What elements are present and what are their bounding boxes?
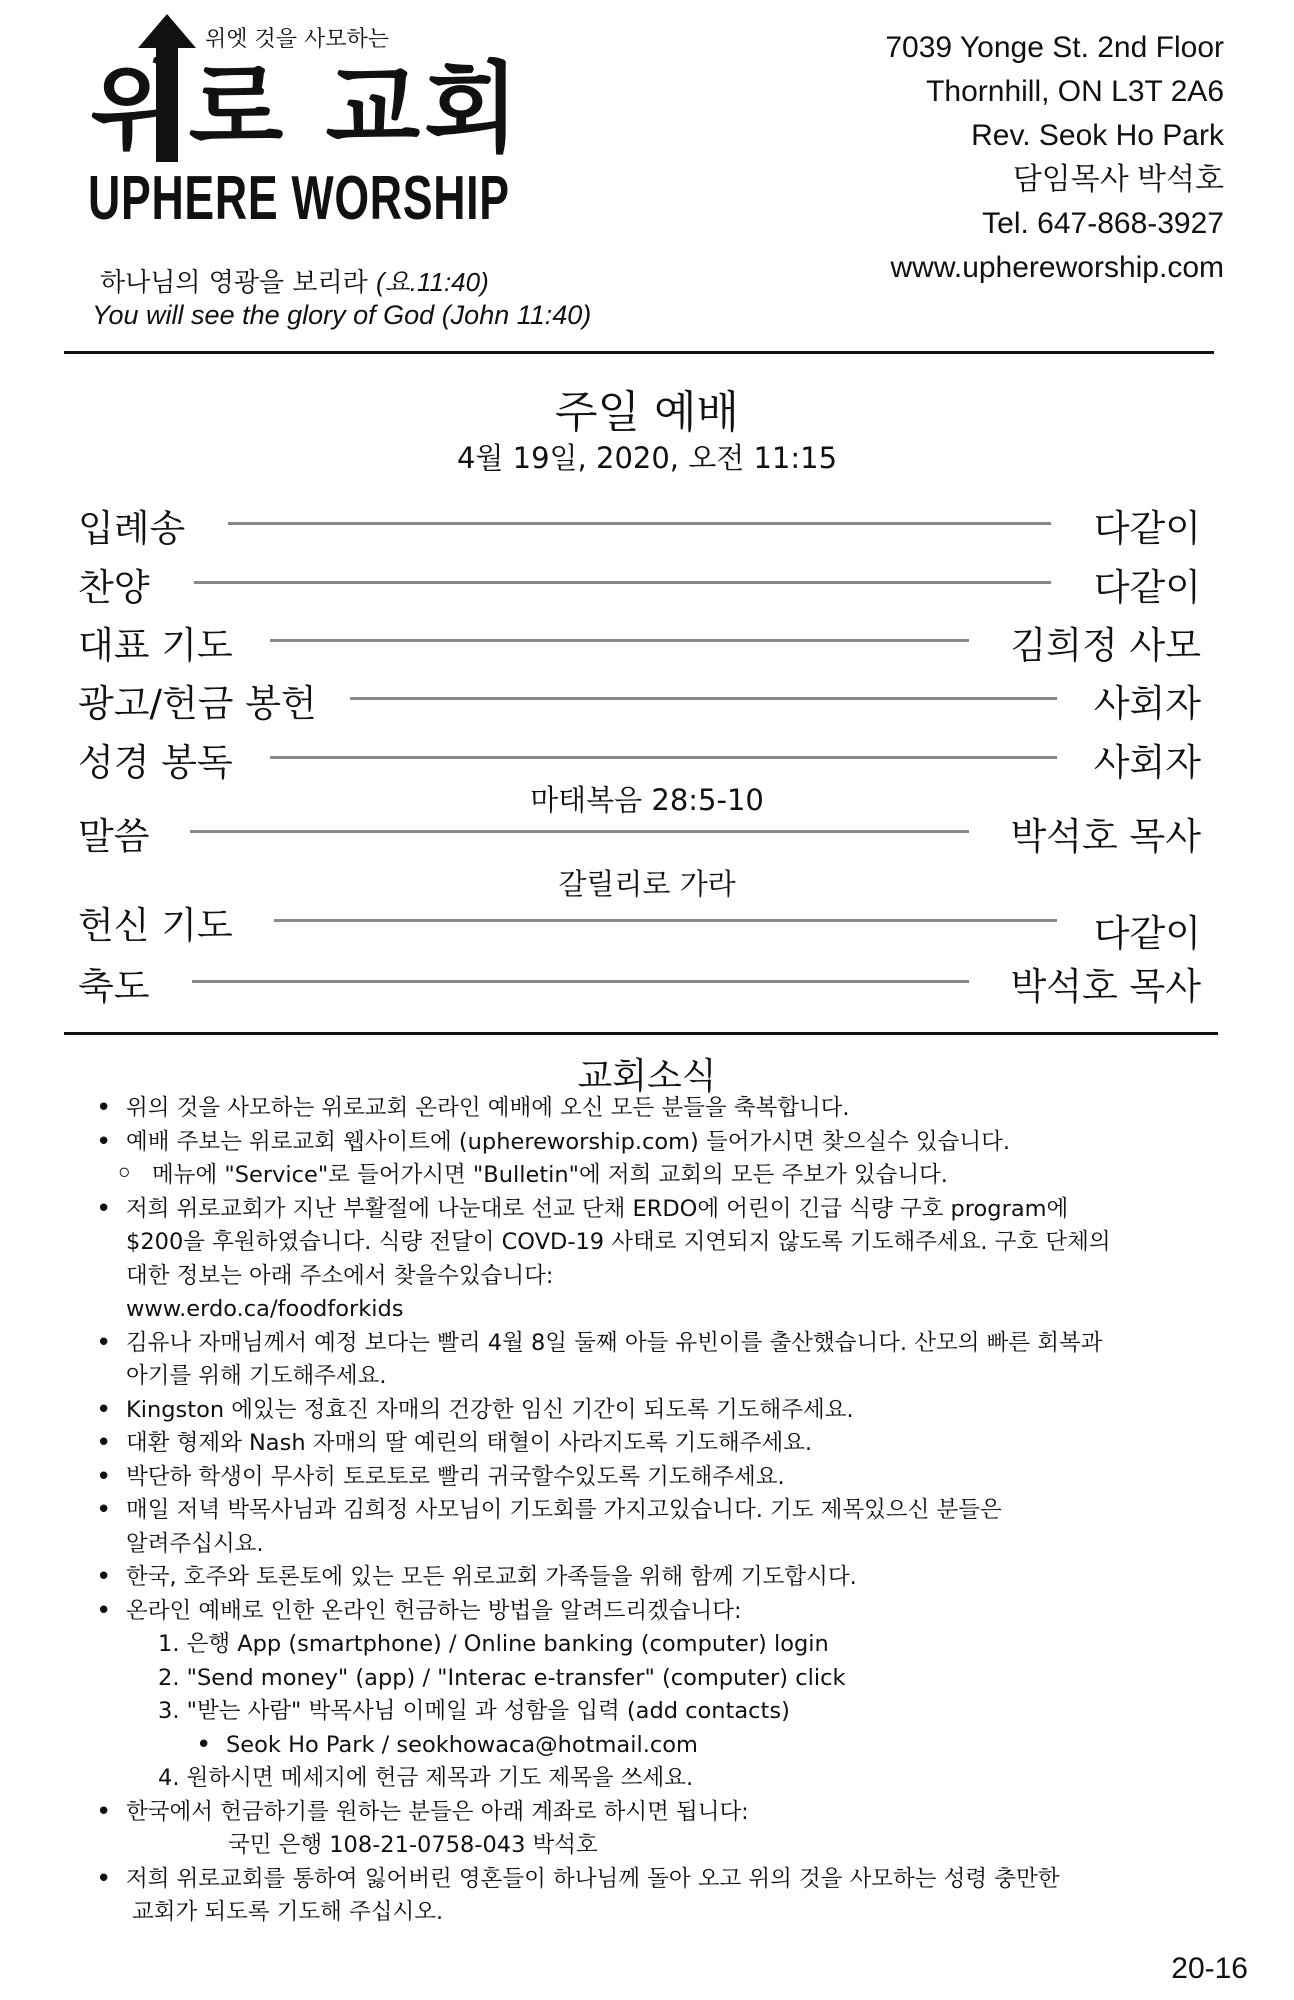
news-item-continued: 교회가 되도록 기도해 주십시오. — [132, 1899, 444, 1925]
order-item-name: 광고/헌금 봉헌 — [78, 682, 317, 725]
order-item-name: 헌신 기도 — [78, 904, 233, 947]
logo-tagline: 위엣 것을 사모하는 — [205, 27, 390, 52]
leader-line — [194, 581, 1051, 584]
theme-verse-korean-ref: (요.11:40) — [375, 267, 489, 297]
news-list — [92, 1092, 1222, 1930]
leader-line — [192, 980, 969, 983]
offering-contact-email[interactable]: • Seok Ho Park / seokhowaca@hotmail.com — [92, 1729, 1222, 1763]
order-item-leader: 박석호 목사 — [1010, 815, 1201, 858]
order-item-name: 찬양 — [78, 566, 150, 609]
offering-step: 2. "Send money" (app) / "Interac e-transfer" (computer) click — [158, 1664, 846, 1691]
header-divider — [64, 351, 1214, 354]
order-item-leader: 다같이 — [1093, 507, 1201, 550]
order-item-leader: 다같이 — [1093, 566, 1201, 609]
pastor-name-english: Rev. Seok Ho Park — [971, 119, 1224, 152]
sermon-title: 갈릴리로 가라 — [558, 867, 736, 901]
leader-line — [274, 919, 1057, 922]
website-link[interactable]: www.uphereworship.com — [890, 251, 1224, 284]
news-item-continued: 아기를 위해 기도해주세요. — [126, 1363, 387, 1389]
service-divider — [64, 1032, 1218, 1035]
order-item-scripture-reading — [78, 732, 1201, 782]
news-item: • 위의 것을 사모하는 위로교회 온라인 예배에 오신 모든 분들을 축복합니다. — [92, 1092, 1222, 1126]
order-item-name: 대표 기도 — [78, 624, 233, 667]
news-item: • Kingston 에있는 정효진 자매의 건강한 임신 기간이 되도록 기도해주세요. — [92, 1394, 1222, 1428]
bank-account: 국민 은행 108-21-0758-043 박석호 — [228, 1832, 598, 1858]
offering-step: 4. 원하시면 메세지에 헌금 제목과 기도 제목을 쓰세요. — [158, 1765, 694, 1791]
order-item-leader: 다같이 — [1093, 912, 1201, 955]
order-item-leader: 사회자 — [1093, 741, 1201, 784]
service-date: 4월 19일, 2020, 오전 11:15 — [456, 441, 838, 475]
news-title: 교회소식 — [577, 1056, 717, 1097]
service-title: 주일 예배 — [554, 387, 739, 438]
leader-line — [228, 522, 1051, 525]
church-name-korean: 위로 교회 — [90, 52, 523, 166]
address-line-2: Thornhill, ON L3T 2A6 — [926, 75, 1224, 108]
news-item: • 한국에서 헌금하기를 원하는 분들은 아래 계좌로 하시면 됩니다: — [92, 1796, 1222, 1830]
news-item: • 온라인 예배로 인한 온라인 헌금하는 방법을 알려드리겠습니다: — [92, 1595, 1222, 1629]
leader-line — [270, 639, 969, 642]
telephone: Tel. 647-868-3927 — [982, 207, 1224, 240]
leader-line — [350, 697, 1057, 700]
news-item: • 박단하 학생이 무사히 토로토로 빨리 귀국할수있도록 기도해주세요. — [92, 1461, 1222, 1495]
news-item-continued: 알려주십시요. — [126, 1530, 264, 1557]
order-item-leader: 김희정 사모 — [1010, 624, 1201, 667]
leader-line — [190, 830, 969, 833]
theme-verse-korean — [100, 262, 489, 299]
scripture-reference: 마태복음 28:5-10 — [530, 783, 764, 817]
offering-step: 1. 은행 App (smartphone) / Online banking (computer) login — [158, 1631, 829, 1657]
order-item-name: 말씀 — [78, 815, 150, 858]
leader-line — [270, 756, 1057, 759]
church-name-english: UPHERE WORSHIP — [88, 164, 510, 233]
order-item-dedication-prayer — [78, 895, 1201, 955]
order-item-opening-hymn — [78, 498, 1201, 548]
order-item-leader: 사회자 — [1093, 682, 1201, 725]
contact-info — [885, 26, 1224, 290]
order-item-benediction — [78, 956, 1201, 1006]
theme-verse-english: You will see the glory of God (John 11:40) — [92, 300, 592, 330]
order-item-name: 성경 봉독 — [78, 741, 233, 784]
news-item-continued: 대한 정보는 아래 주소에서 찾을수있습니다: — [126, 1262, 554, 1289]
order-item-announcements-offering — [78, 673, 1201, 723]
order-item-sermon — [78, 806, 1201, 856]
news-item: • 김유나 자매님께서 예정 보다는 빨리 4월 8일 둘째 아들 유빈이를 출산했습니다. 산모의 빠른 회복과 — [92, 1327, 1222, 1361]
address-line-1: 7039 Yonge St. 2nd Floor — [885, 31, 1224, 64]
news-item: • 예배 주보는 위로교회 웹사이트에 (uphereworship.com) 들어가시면 찾으실수 있습니다. — [92, 1126, 1222, 1160]
offering-step: 3. "받는 사람" 박목사님 이메일 과 성함을 입력 (add contacts) — [158, 1698, 790, 1724]
news-item: • 매일 저녁 박목사님과 김희정 사모님이 기도회를 가지고있습니다. 기도 제목있으신 분들은 — [92, 1494, 1222, 1528]
order-item-praise — [78, 557, 1201, 607]
order-item-representative-prayer — [78, 615, 1201, 665]
order-item-leader: 박석호 목사 — [1010, 965, 1201, 1008]
theme-verse-korean-text: 하나님의 영광을 보리라 — [100, 268, 368, 298]
news-item-continued: $200을 후원하였습니다. 식량 전달이 COVD-19 사태로 지연되지 않도록 기도해주세요. 구호 단체의 — [126, 1229, 1111, 1255]
news-item: • 대환 형제와 Nash 자매의 딸 예린의 태혈이 사라지도록 기도해주세요. — [92, 1427, 1222, 1461]
order-item-name: 축도 — [78, 965, 150, 1008]
news-subitem: ◦ 메뉴에 "Service"로 들어가시면 "Bulletin"에 저희 교회의 모든 주보가 있습니다. — [92, 1159, 1222, 1193]
news-item: • 저희 위로교회를 통하여 잃어버린 영혼들이 하나님께 돌아 오고 위의 것을 사모하는 성령 충만한 — [92, 1863, 1222, 1897]
erdo-link[interactable]: www.erdo.ca/foodforkids — [126, 1296, 404, 1322]
page-number: 20-16 — [1171, 1952, 1248, 1985]
pastor-name-korean: 담임목사 박석호 — [1012, 163, 1224, 196]
news-item: • 저희 위로교회가 지난 부활절에 나눈대로 선교 단채 ERDO에 어린이 긴급 식량 구호 program에 — [92, 1193, 1222, 1227]
news-item: • 한국, 호주와 토론토에 있는 모든 위로교회 가족들을 위해 함께 기도합시다. — [92, 1561, 1222, 1595]
order-item-name: 입례송 — [78, 507, 186, 550]
